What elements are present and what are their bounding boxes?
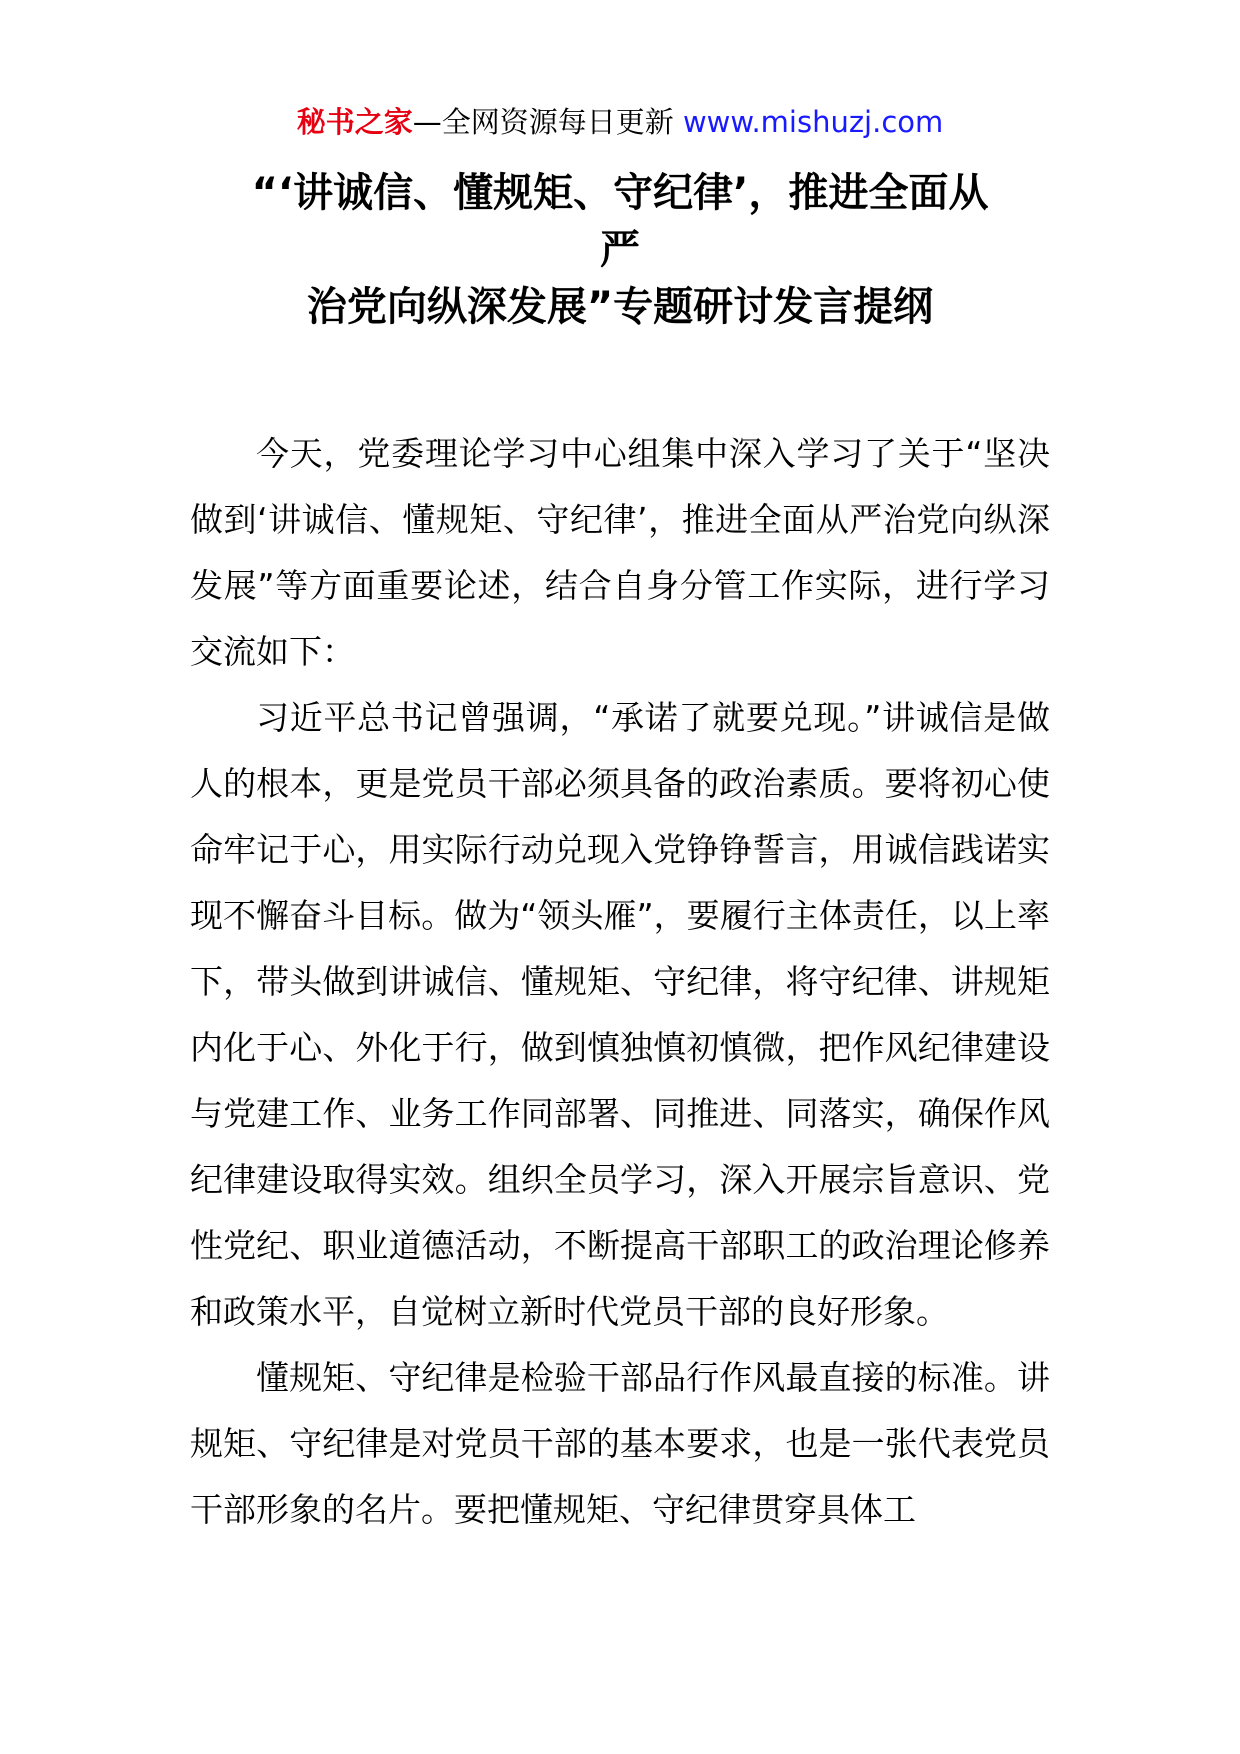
title-line-1: “‘讲诚信、懂规矩、守纪律’，推进全面从 (251, 170, 989, 216)
title-line-2: 严 (600, 227, 640, 273)
paragraph-discipline: 懂规矩、守纪律是检验干部品行作风最直接的标准。讲规矩、守纪律是对党员干部的基本要求，也是一张代表党员干部形象的名片。要把懂规矩、守纪律贯穿具体工 (190, 1358, 1050, 1529)
brand-name: 秘书之家 (296, 105, 413, 139)
site-url: www.mishuzj.com (682, 105, 944, 139)
brand-tagline: —全网资源每日更新 (412, 105, 683, 139)
paragraph-intro: 今天，党委理论学习中心组集中深入学习了关于“坚决做到‘讲诚信、懂规矩、守纪律’，推进全面从严治党向纵深发展”等方面重要论述，结合自身分管工作实际，进行学习交流如下： (190, 434, 1050, 671)
title-line-3: 治党向纵深发展”专题研讨发言提纲 (306, 284, 934, 330)
watermark-header (0, 102, 1240, 142)
document-body (190, 421, 1050, 1543)
paragraph-integrity: 习近平总书记曾强调，“承诺了就要兑现。”讲诚信是做人的根本，更是党员干部必须具备的政治素质。要将初心使命牢记于心，用实际行动兑现入党铮铮誓言，用诚信践诺实现不懈奋斗目标。做为“领头雁”，要履行主体责任，以上率下，带头做到讲诚信、懂规矩、守纪律，将守纪律、讲规矩内化于心、外化于行，做到慎独慎初慎微，把作风纪律建设与党建工作、业务工作同部署、同推进、同落实，确保作风纪律建设取得实效。组织全员学习，深入开展宗旨意识、党性党纪、职业道德活动，不断提高干部职工的政治理论修养和政策水平，自觉树立新时代党员干部的良好形象。 (190, 698, 1050, 1331)
document-title (190, 165, 1050, 336)
